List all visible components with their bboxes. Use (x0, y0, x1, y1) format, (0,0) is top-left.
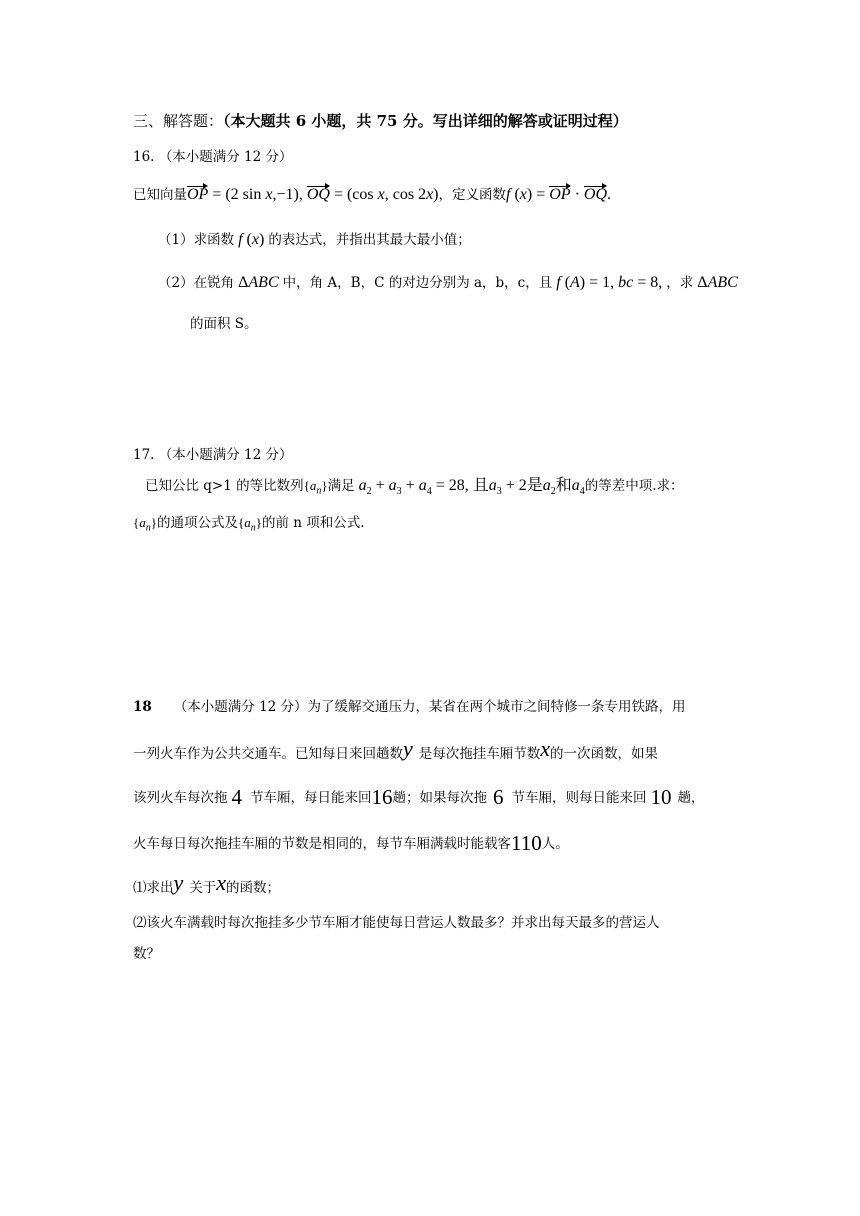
q18-line2 (133, 736, 659, 764)
q18-number: 18 (133, 699, 152, 715)
q16-part1-tail: 的表达式，并指出其最大最小值； (268, 232, 471, 248)
q18-part2-line2: 数？ (133, 946, 160, 962)
q16-triangle-2: ΔABC (693, 274, 738, 291)
q18-line2-a: 一列火车作为公共交通车。已知每日来回趟数 (133, 746, 403, 762)
section-heading (133, 111, 628, 131)
q18-part1-c: 的函数； (226, 880, 281, 896)
q17-line2-tail: 的前 n 项和公式. (262, 515, 365, 531)
q16-stem-mid: ，定义函数 (438, 187, 506, 203)
q18-line3-c: 趟；如果每次拖 (392, 790, 487, 806)
q17-line1 (145, 476, 684, 502)
q18-val-16: 16 (371, 785, 393, 809)
q18-val-110: 110 (511, 831, 542, 855)
q16-function-formula: f (x) = OP · OQ. (506, 186, 612, 203)
q16-part2 (158, 273, 738, 293)
q17-line2-mid: 的通项公式及 (157, 515, 238, 531)
q18-line4-a: 火车每日每次拖挂车厢的节数是相同的，每节车厢满载时能载客 (133, 836, 511, 852)
q16-vectors-formula: OP = (2 sin x,−1), OQ = (cos x, cos 2x) (187, 186, 439, 203)
q18-line3-a: 该列火车每次拖 (133, 790, 228, 806)
q18-line3-d: 节车厢，则每日能来回 (511, 790, 647, 806)
q16-part1 (158, 230, 471, 250)
q18-val-6: 6 (493, 785, 504, 809)
q17-line1-tail: 的等差中项.求： (584, 478, 684, 494)
q16-part1-formula: f (x) (238, 231, 269, 248)
q18-var-x: x (540, 736, 551, 761)
q17-condition-formula: $a_2 + a_3 + a_4 = 28$, 且$a_3 + 2$是$a_2$和$a_4$ (358, 477, 585, 498)
q18-line1 (133, 697, 686, 717)
q16-part2-end: ，求 (666, 275, 694, 291)
q18-part1-a: ⑴求出 (133, 880, 174, 896)
q17-seq-symbol-2: $\{a_n\}$ (133, 515, 157, 534)
q18-line4 (133, 833, 569, 854)
section-title: （本大题共 6 小题，共 75 分。写出详细的解答或证明过程） (223, 112, 628, 130)
q16-part2-line2: 的面积 S。 (190, 316, 258, 332)
q18-val-10: 10 (650, 785, 672, 809)
q18-line3 (133, 787, 705, 808)
q17-line1-mid: 满足 (327, 478, 355, 494)
q18-line4-b: 人。 (541, 836, 569, 852)
q16-part2-lead: （2）在锐角 (158, 275, 235, 291)
q17-seq-symbol-3: $\{a_n\}$ (238, 515, 262, 534)
q16-triangle: ΔABC (234, 274, 279, 291)
q18-part1-b: 关于 (189, 880, 217, 896)
q16-stem (133, 185, 611, 205)
q17-line2 (133, 513, 365, 539)
q18-part1-var-x: x (216, 870, 227, 895)
q17-seq-symbol: $\{a_n\}$ (303, 478, 328, 497)
q16-part1-lead: （1）求函数 (158, 232, 235, 248)
q18-val-4: 4 (231, 785, 242, 809)
q16-stem-lead: 已知向量 (133, 187, 187, 203)
q16-condition-formula: f (A) = 1, bc = 8, (556, 274, 667, 291)
q16-header: 16. （本小题满分 12 分） (133, 149, 293, 165)
q18-part1-var-y: y (173, 870, 184, 895)
q17-header: 17. （本小题满分 12 分） (133, 447, 293, 463)
q18-var-y: y (403, 736, 413, 761)
q16-part2-mid: 中，角 A，B，C 的对边分别为 a，b，c，且 (282, 275, 553, 291)
q18-part1 (133, 870, 281, 898)
q18-line2-b: 是每次拖挂车厢节数 (418, 746, 541, 762)
section-prefix: 三、解答题： (133, 112, 224, 130)
q18-line3-e: 趟， (677, 790, 705, 806)
q18-line2-c: 的一次函数，如果 (550, 746, 659, 762)
q18-part2-line1: ⑵该火车满载时每次拖挂多少节车厢才能使每日营运人数最多？并求出每天最多的营运人 (133, 915, 660, 931)
q18-line1-text: （本小题满分 12 分）为了缓解交通压力，某省在两个城市之间特修一条专用铁路，用 (173, 699, 686, 715)
q17-line1-lead: 已知公比 q>1 的等比数列 (145, 478, 304, 494)
q18-line3-b: 节车厢，每日能来回 (250, 790, 372, 806)
